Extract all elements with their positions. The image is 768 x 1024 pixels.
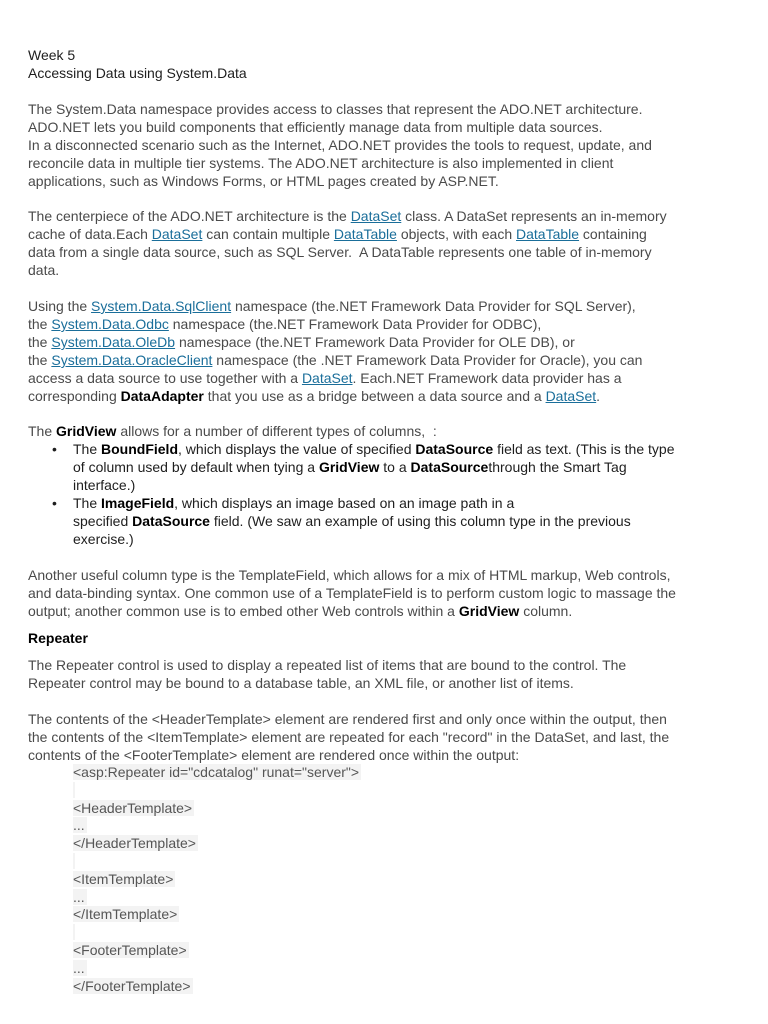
paragraph-line: reconcile data in multiple tier systems. The ADO.NET architecture is also implemented in client: [28, 155, 614, 171]
code-line: ...: [73, 959, 85, 976]
bullet-line: of column used by default when tying a GridView to a DataSourcethrough the Smart Tag: [73, 459, 627, 475]
paragraph-line: corresponding DataAdapter that you use as a bridge between a data source and a DataSet.: [28, 388, 601, 404]
paragraph-line: The GridView allows for a number of different types of columns, :: [28, 423, 437, 439]
paragraph-line: the System.Data.OracleClient namespace (the .NET Framework Data Provider for Oracle), you can: [28, 352, 643, 368]
paragraph-line: The contents of the <HeaderTemplate> element are rendered first and only once within the output, then: [28, 711, 667, 727]
code-line: </HeaderTemplate>: [73, 835, 196, 852]
odbc-link[interactable]: System.Data.Odbc: [51, 316, 169, 332]
paragraph-line: access a data source to use together with a DataSet. Each.NET Framework data provider has a: [28, 370, 622, 386]
bullet-line: The BoundField, which displays the value of specified DataSource field as text. (This is the type: [73, 441, 675, 457]
code-line: </ItemTemplate>: [73, 906, 178, 923]
week-label: Week 5: [28, 47, 76, 63]
paragraph-line: Another useful column type is the TemplateField, which allows for a mix of HTML markup, Web controls,: [28, 567, 671, 583]
bullet-line: exercise.): [73, 531, 134, 547]
templatefield-paragraph: [28, 566, 740, 620]
gridview-paragraph: [28, 422, 740, 440]
code-line: ...: [73, 888, 85, 905]
code-line: [73, 853, 361, 871]
paragraph-line: data.: [28, 262, 60, 278]
code-line: <ItemTemplate>: [73, 870, 174, 887]
dataset-paragraph: [28, 207, 740, 279]
paragraph-line: the contents of the <ItemTemplate> element are repeated for each "record" in the DataSet, and last, the: [28, 729, 670, 745]
paragraph-line: The centerpiece of the ADO.NET architecture is the DataSet class. A DataSet represents an in-memory: [28, 208, 667, 224]
dataset-link[interactable]: DataSet: [545, 388, 597, 404]
code-line: <FooterTemplate>: [73, 941, 187, 958]
paragraph-line: Repeater control may be bound to a database table, an XML file, or another list of items.: [28, 675, 574, 691]
bullet-line: specified DataSource field. (We saw an example of using this column type in the previous: [73, 513, 631, 529]
oracleclient-link[interactable]: System.Data.OracleClient: [51, 352, 213, 368]
paragraph-line: In a disconnected scenario such as the Internet, ADO.NET provides the tools to request, update, and: [28, 137, 652, 153]
datatable-link[interactable]: DataTable: [333, 226, 397, 242]
code-sample: [73, 764, 361, 995]
paragraph-line: applications, such as Windows Forms, or HTML pages created by ASP.NET.: [28, 173, 499, 189]
repeater-heading-block: [28, 629, 740, 647]
repeater-paragraph: [28, 656, 740, 692]
paragraph-line: output; another common use is to embed other Web controls within a GridView column.: [28, 603, 573, 619]
paragraph-line: the System.Data.OleDb namespace (the.NET Framework Data Provider for OLE DB), or: [28, 334, 575, 350]
datatable-link[interactable]: DataTable: [516, 226, 580, 242]
bullet-line: interface.): [73, 477, 136, 493]
paragraph-line: data from a single data source, such as SQL Server. A DataTable represents one table of in-memory: [28, 244, 652, 260]
paragraph-line: and data-binding syntax. One common use of a TemplateField is to perform custom logic to massage the: [28, 585, 676, 601]
providers-paragraph: [28, 297, 740, 405]
bullet-line: The ImageField, which displays an image based on an image path in a: [73, 495, 515, 511]
bullet-dot-icon: •: [52, 441, 57, 457]
code-line: [73, 782, 361, 800]
paragraph-line: The System.Data namespace provides access to classes that represent the ADO.NET architecture.: [28, 101, 643, 117]
paragraph-line: Using the System.Data.SqlClient namespace (the.NET Framework Data Provider for SQL Server),: [28, 298, 636, 314]
templates-paragraph: [28, 710, 740, 764]
intro-paragraph: [28, 100, 740, 190]
code-line: ...: [73, 817, 85, 834]
document-subtitle: Accessing Data using System.Data: [28, 65, 247, 81]
sqlclient-link[interactable]: System.Data.SqlClient: [91, 298, 232, 314]
paragraph-line: the System.Data.Odbc namespace (the.NET Framework Data Provider for ODBC),: [28, 316, 542, 332]
code-line: <HeaderTemplate>: [73, 799, 193, 816]
bullet-dot-icon: •: [52, 495, 57, 511]
code-line: [73, 924, 361, 942]
dataset-link[interactable]: DataSet: [350, 208, 402, 224]
code-line: </FooterTemplate>: [73, 977, 191, 994]
paragraph-line: contents of the <FooterTemplate> element are rendered once within the output:: [28, 747, 520, 763]
oledb-link[interactable]: System.Data.OleDb: [51, 334, 176, 350]
dataset-link[interactable]: DataSet: [301, 370, 353, 386]
repeater-heading: Repeater: [28, 630, 88, 646]
dataset-link[interactable]: DataSet: [151, 226, 203, 242]
title-block: [28, 46, 740, 82]
code-line: <asp:Repeater id="cdcatalog" runat="server">: [73, 764, 360, 780]
paragraph-line: The Repeater control is used to display a repeated list of items that are bound to the control. The: [28, 657, 627, 673]
paragraph-line: cache of data.Each DataSet can contain multiple DataTable objects, with each DataTable containing: [28, 226, 647, 242]
paragraph-line: ADO.NET lets you build components that efficiently manage data from multiple data sources.: [28, 119, 603, 135]
